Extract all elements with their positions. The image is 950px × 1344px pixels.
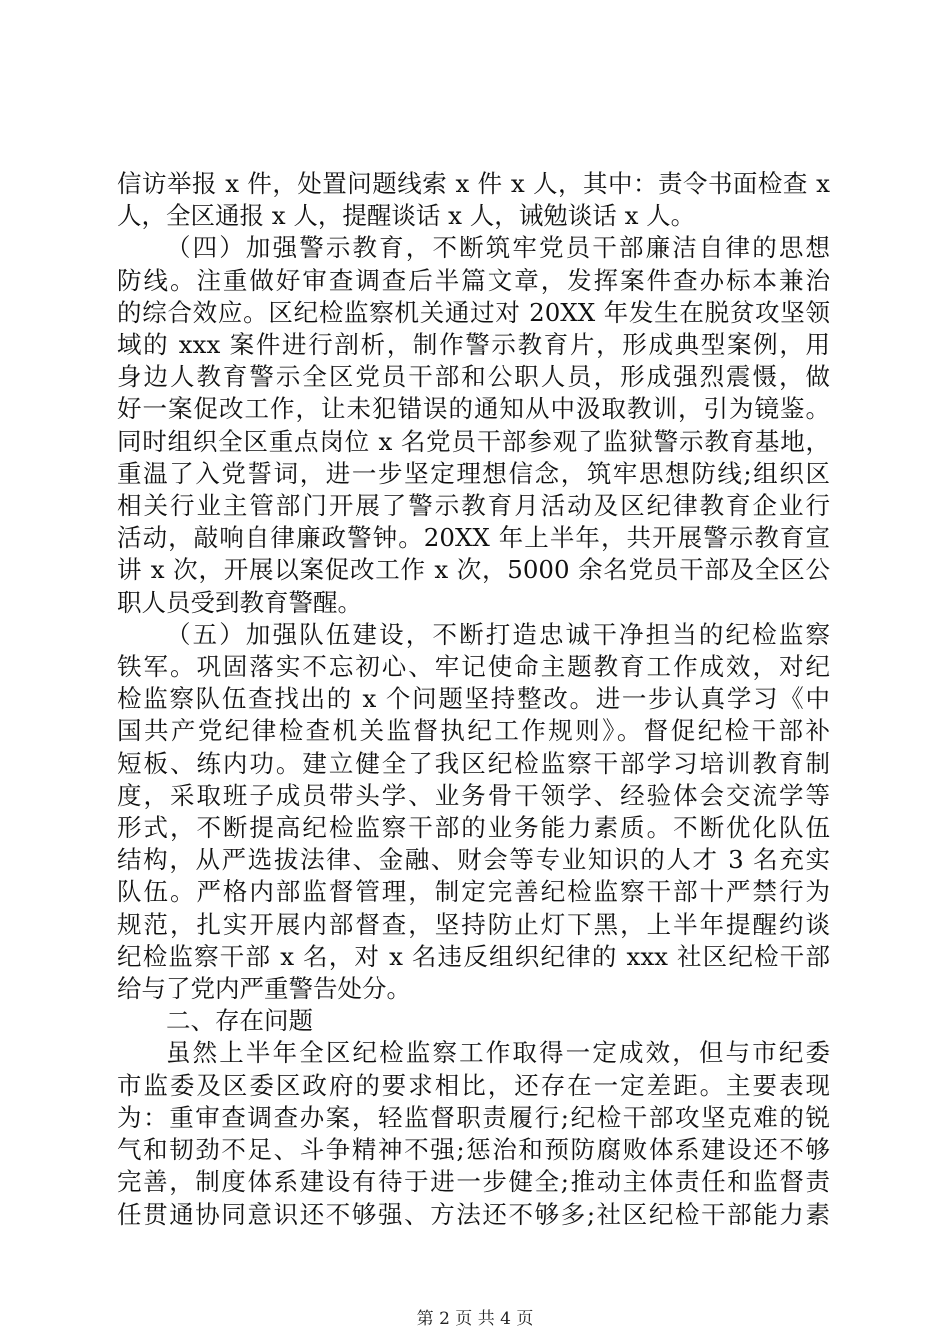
text-line: 重温了入党誓词，进一步坚定理想信念，筑牢思想防线;组织区 bbox=[117, 458, 830, 488]
text-line: 队伍。严格内部监督管理，制定完善纪检监察干部十严禁行为 bbox=[117, 877, 830, 907]
text-line: 讲 x 次，开展以案促改工作 x 次，5000 余名党员干部及全区公 bbox=[117, 555, 830, 585]
text-line: 人，全区通报 x 人，提醒谈话 x 人，诫勉谈话 x 人。 bbox=[117, 201, 696, 231]
text-line: 检监察队伍查找出的 x 个问题坚持整改。进一步认真学习《中 bbox=[117, 684, 830, 714]
text-line: 活动，敲响自律廉政警钟。20XX 年上半年，共开展警示教育宣 bbox=[117, 523, 830, 553]
text-line: （四）加强警示教育，不断筑牢党员干部廉洁自律的思想 bbox=[166, 233, 830, 263]
text-line: 为：重审查调查办案，轻监督职责履行;纪检干部攻坚克难的锐 bbox=[117, 1102, 830, 1132]
page-footer: 第 2 页 共 4 页 bbox=[416, 1309, 534, 1329]
text-line: 相关行业主管部门开展了警示教育月活动及区纪律教育企业行 bbox=[117, 491, 830, 521]
text-line: 短板、练内功。建立健全了我区纪检监察干部学习培训教育制 bbox=[117, 748, 830, 778]
text-line: 任贯通协同意识还不够强、方法还不够多;社区纪检干部能力素 bbox=[117, 1199, 830, 1229]
text-line: 职人员受到教育警醒。 bbox=[117, 587, 362, 617]
text-line: 纪检监察干部 x 名，对 x 名违反组织纪律的 xxx 社区纪检干部 bbox=[117, 941, 830, 971]
text-line: 防线。注重做好审查调查后半篇文章，发挥案件查办标本兼治 bbox=[117, 265, 830, 295]
text-line: 形式，不断提高纪检监察干部的业务能力素质。不断优化队伍 bbox=[117, 813, 830, 843]
text-line: 虽然上半年全区纪检监察工作取得一定成效，但与市纪委 bbox=[166, 1038, 830, 1068]
text-line: 国共产党纪律检查机关监督执纪工作规则》。督促纪检干部补 bbox=[117, 716, 830, 746]
text-line: 给与了党内严重警告处分。 bbox=[117, 974, 411, 1004]
text-line: 好一案促改工作，让未犯错误的通知从中汲取教训，引为镜鉴。 bbox=[117, 394, 830, 424]
text-line: 同时组织全区重点岗位 x 名党员干部参观了监狱警示教育基地， bbox=[117, 426, 830, 456]
text-line: 二、存在问题 bbox=[166, 1006, 313, 1036]
text-line: 铁军。巩固落实不忘初心、牢记使命主题教育工作成效，对纪 bbox=[117, 652, 830, 682]
text-line: 信访举报 x 件，处置问题线索 x 件 x 人，其中：责令书面检查 x bbox=[117, 169, 830, 198]
text-line: 气和韧劲不足、斗争精神不强;惩治和预防腐败体系建设还不够 bbox=[117, 1135, 830, 1165]
text-line: 结构，从严选拔法律、金融、财会等专业知识的人才 3 名充实 bbox=[117, 845, 830, 875]
document-body bbox=[117, 168, 830, 1231]
text-line: 的综合效应。区纪检监察机关通过对 20XX 年发生在脱贫攻坚领 bbox=[117, 297, 830, 327]
text-line: 身边人教育警示全区党员干部和公职人员，形成强烈震慑，做 bbox=[117, 362, 830, 392]
text-line: 规范，扎实开展内部督查，坚持防止灯下黑，上半年提醒约谈 bbox=[117, 909, 830, 939]
text-line: 域的 xxx 案件进行剖析，制作警示教育片，形成典型案例，用 bbox=[117, 330, 830, 360]
text-line: （五）加强队伍建设，不断打造忠诚干净担当的纪检监察 bbox=[166, 619, 830, 649]
text-line: 市监委及区委区政府的要求相比，还存在一定差距。主要表现 bbox=[117, 1070, 830, 1100]
text-line: 完善，制度体系建设有待于进一步健全;推动主体责任和监督责 bbox=[117, 1167, 830, 1197]
text-line: 度，采取班子成员带头学、业务骨干领学、经验体会交流学等 bbox=[117, 780, 830, 810]
